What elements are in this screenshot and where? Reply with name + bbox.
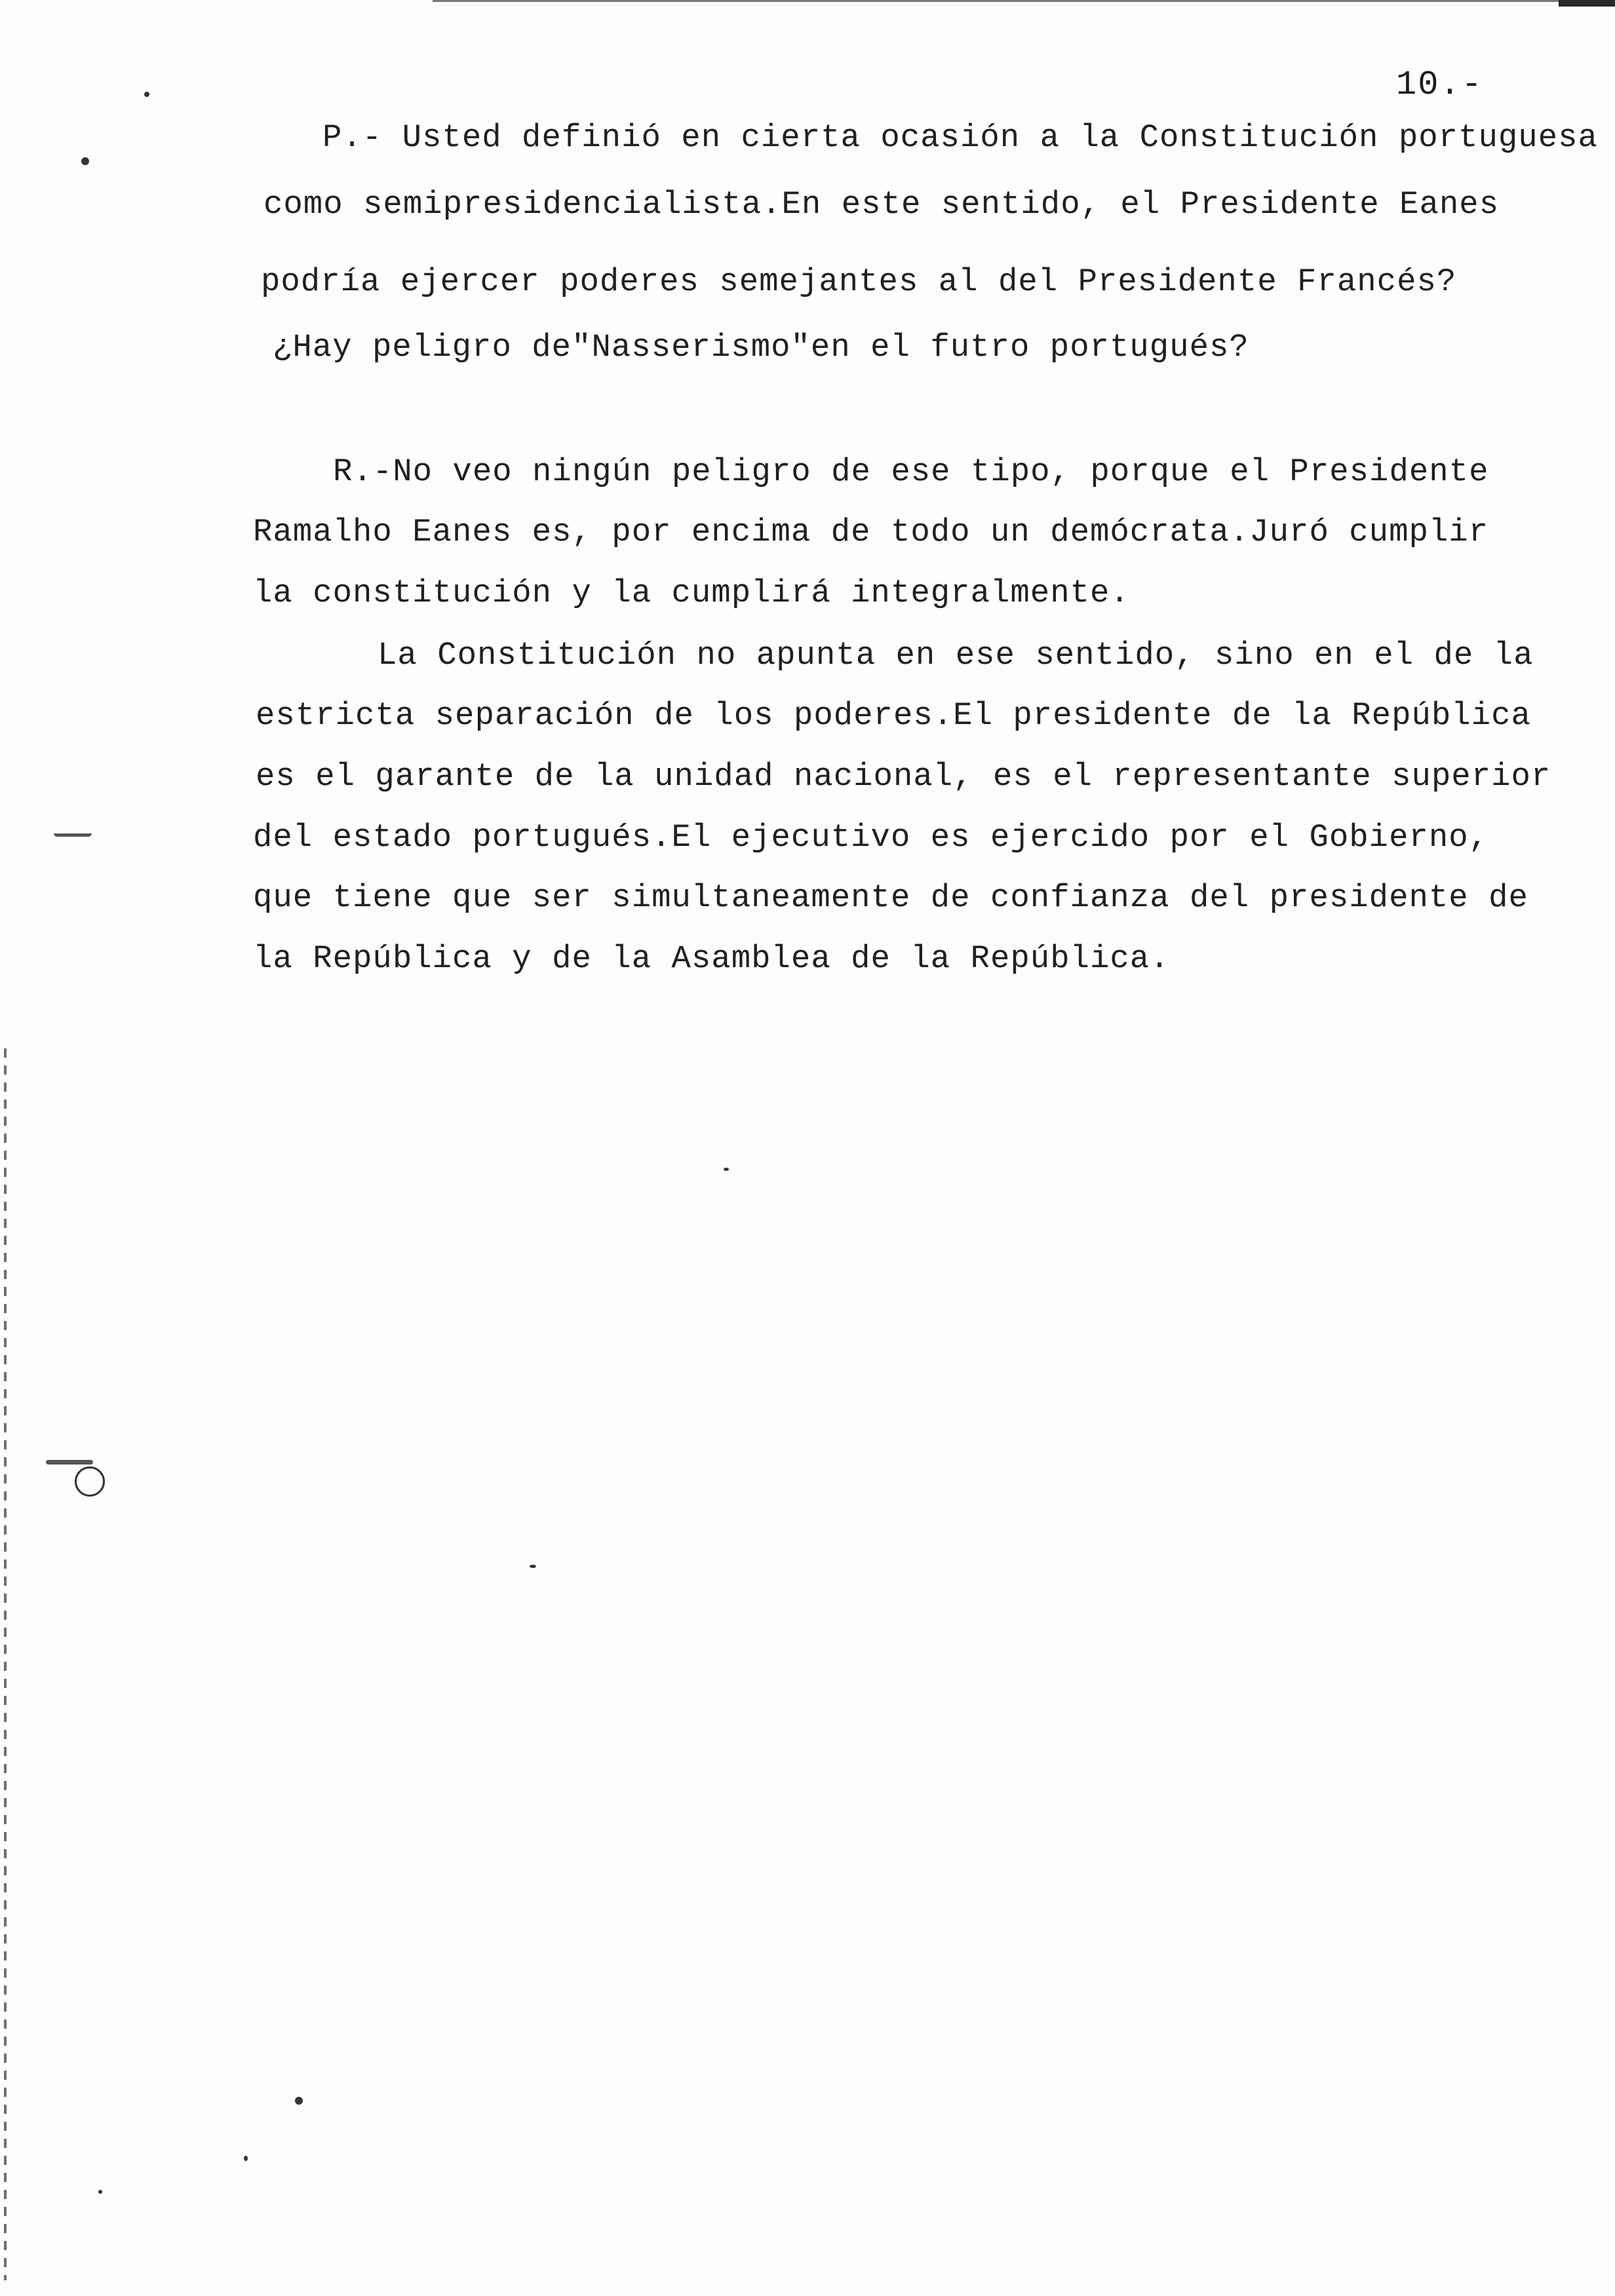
top-edge-rule [433,0,1615,2]
top-edge-mark [1559,0,1615,7]
answer-line-4: La Constitución no apunta en ese sentido, sino en el de la [378,637,1534,674]
binder-mark [46,1460,93,1464]
answer-line-1: R.-No veo ningún peligro de ese tipo, porque el Presidente [333,453,1489,490]
question-line-4: ¿Hay peligro de"Nasserismo"en el futro portugués? [273,329,1249,366]
question-line-2: como semipresidencialista.En este sentido, el Presidente Eanes [263,186,1500,223]
scan-speck [724,1168,729,1171]
binder-ring-mark [75,1466,105,1497]
scan-speck [244,2156,248,2161]
scan-speck [98,2190,102,2194]
answer-line-2: Ramalho Eanes es, por encima de todo un demócrata.Juró cumplir [253,514,1489,550]
page-number: 10.- [1396,66,1483,104]
answer-line-7: del estado portugués.El ejecutivo es ejercido por el Gobierno, [253,819,1489,856]
question-line-1: P.- Usted definió en cierta ocasión a la Constitución portuguesa [322,119,1598,156]
answer-line-8: que tiene que ser simultaneamente de confianza del presidente de [253,879,1528,916]
binder-mark [54,833,92,837]
left-margin-scan-edge [4,1048,7,2280]
answer-line-9: la República y de la Asamblea de la República. [253,940,1170,977]
answer-line-6: es el garante de la unidad nacional, es el representante superior [256,758,1551,795]
answer-line-5: estricta separación de los poderes.El presidente de la República [256,697,1531,734]
answer-line-3: la constitución y la cumplirá integralmente. [253,575,1130,611]
scan-speck [81,157,89,165]
scan-speck [295,2097,303,2105]
scan-speck [530,1565,536,1568]
scan-speck [144,92,149,97]
question-line-3: podría ejercer poderes semejantes al del Presidente Francés? [261,263,1457,300]
